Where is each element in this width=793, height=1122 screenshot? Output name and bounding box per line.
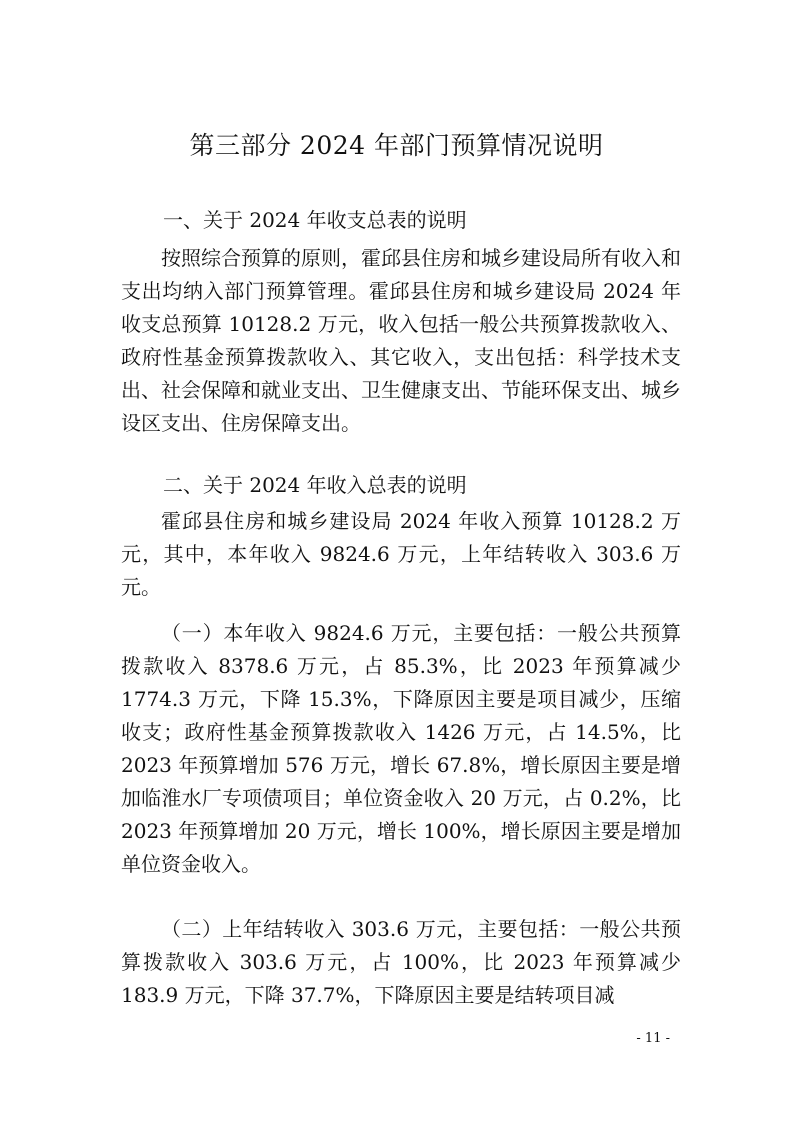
page-number: - 11 - bbox=[636, 1031, 670, 1046]
section-2-heading: 二、关于 2024 年收入总表的说明 bbox=[163, 473, 467, 497]
section-1-heading: 一、关于 2024 年收支总表的说明 bbox=[163, 208, 467, 232]
section-2-paragraph-3: （二）上年结转收入 303.6 万元，主要包括：一般公共预算拨款收入 303.6 万元，占 100%，比 2023 年预算减少 183.9 万元，下降 37.7%，下降原因主要是结转项目减 bbox=[121, 917, 681, 1007]
page-title: 第三部分 2024 年部门预算情况说明 bbox=[189, 131, 604, 160]
section-2-paragraph-1: 霍邱县住房和城乡建设局 2024 年收入预算 10128.2 万元，其中，本年收入 9824.6 万元，上年结转收入 303.6 万元。 bbox=[121, 509, 681, 599]
section-1-paragraph: 按照综合预算的原则，霍邱县住房和城乡建设局所有收入和支出均纳入部门预算管理。霍邱县住房和城乡建设局 2024 年收支总预算 10128.2 万元，收入包括一般公共预算拨款收入、政府性基金预算拨款收入、其它收入，支出包括：科学技术支出、社会保障和就业支出、卫生健康支出、节能环保支出、城乡设区支出、住房保障支出。 bbox=[121, 246, 681, 435]
section-2-paragraph-2: （一）本年收入 9824.6 万元，主要包括：一般公共预算拨款收入 8378.6 万元，占 85.3%，比 2023 年预算减少 1774.3 万元，下降 15.3%，下降原因主要是项目减少，压缩收支；政府性基金预算拨款收入 1426 万元，占 14.5%，比 2023 年预算增加 576 万元，增长 67.8%，增长原因主要是增加临淮水厂专项债项目；单位资金收入 20 万元，占 0.2%，比 2023 年预算增加 20 万元，增长 100%，增长原因主要是增加单位资金收入。 bbox=[121, 621, 681, 876]
